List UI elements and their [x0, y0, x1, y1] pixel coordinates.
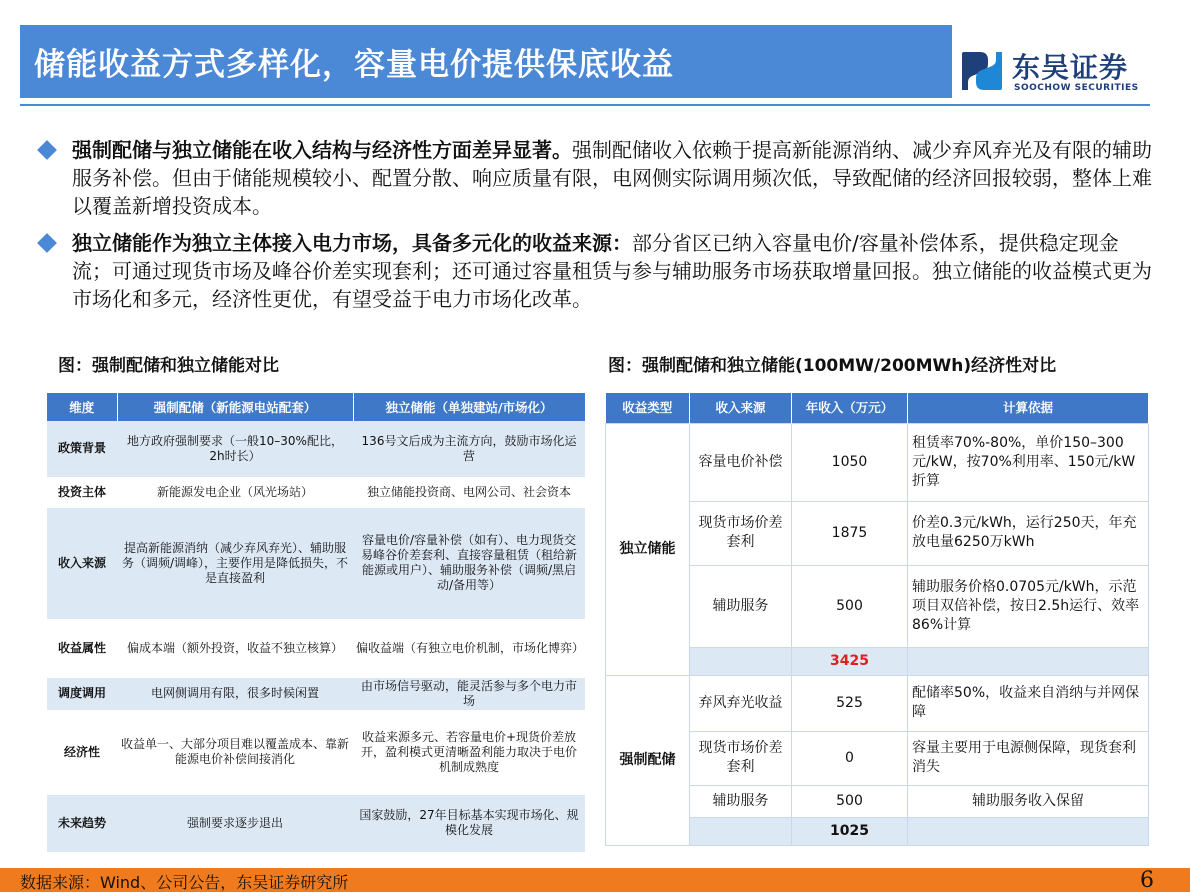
column-header: 收入来源 [690, 393, 792, 423]
table-row [47, 710, 585, 794]
group-cell: 强制配储 [606, 675, 690, 845]
dimension-cell: 经济性 [47, 710, 117, 794]
basis-cell: 辅助服务价格0.0705元/kWh，示范项目双倍补偿，按日2.5h运行、效率86%计算 [908, 565, 1149, 647]
basis-cell: 容量主要用于电源侧保障，现货套利消失 [908, 731, 1149, 785]
table-cell: 电网侧调用有限，很多时候闲置 [117, 677, 353, 710]
basis-cell: 辅助服务收入保留 [908, 785, 1149, 817]
bullet-lead: 独立储能作为独立主体接入电力市场，具备多元化的收益来源： [72, 231, 632, 255]
economics-table [605, 393, 1149, 846]
diamond-bullet-icon [37, 140, 57, 160]
empty-cell [690, 647, 792, 675]
basis-cell: 价差0.3元/kWh，运行250天，年充放电量6250万kWh [908, 501, 1149, 565]
column-header: 收益类型 [606, 393, 690, 423]
diamond-bullet-icon [37, 233, 57, 253]
income-value-cell: 1050 [792, 423, 908, 501]
table-row [606, 675, 1149, 731]
income-source-cell: 现货市场价差套利 [690, 501, 792, 565]
table-header-row [47, 393, 585, 421]
table-row [47, 794, 585, 852]
table-cell: 由市场信号驱动，能灵活参与多个电力市场 [353, 677, 585, 710]
dimension-cell: 调度调用 [47, 677, 117, 710]
table-cell: 偏成本端（额外投资，收益不独立核算） [117, 619, 353, 677]
title-bar [20, 25, 952, 98]
empty-cell [908, 817, 1149, 845]
data-source-note: 数据来源：Wind、公司公告，东吴证券研究所 [20, 873, 349, 892]
empty-cell [690, 817, 792, 845]
logo-en-text: SOOCHOW SECURITIES [1014, 83, 1139, 93]
dimension-cell: 投资主体 [47, 477, 117, 507]
column-header: 独立储能（单独建站/市场化） [353, 393, 585, 421]
bullet-text [72, 229, 1157, 313]
right-figure-caption: 图：强制配储和独立储能(100MW/200MWh)经济性对比 [608, 356, 1057, 376]
table-cell: 收益单一、大部分项目难以覆盖成本、靠新能源电价补偿间接消化 [117, 710, 353, 794]
soochow-logo-icon [958, 48, 1006, 94]
bullet-body: 强制配储收入依赖于提高新能源消纳、减少弃风弃光及有限的辅助服务补偿。但由于储能规模较小、配置分散、响应质量有限，电网侧实际调用频次低，导致配储的经济回报较弱，整体上难以覆盖新增投资成本。 [72, 138, 1152, 218]
empty-cell [908, 647, 1149, 675]
income-source-cell: 辅助服务 [690, 785, 792, 817]
column-header: 计算依据 [908, 393, 1149, 423]
table-row [47, 421, 585, 477]
table-cell: 新能源发电企业（风光场站） [117, 477, 353, 507]
table-cell: 容量电价/容量补偿（如有）、电力现货交易峰谷价差套利、直接容量租赁（租给新能源或用户）、辅助服务补偿（调频/黑启动/备用等） [353, 507, 585, 619]
column-header: 维度 [47, 393, 117, 421]
table-row [606, 423, 1149, 501]
column-header: 强制配储（新能源电站配套） [117, 393, 353, 421]
table-row [47, 507, 585, 619]
income-value-cell: 525 [792, 675, 908, 731]
page-number: 6 [1140, 868, 1154, 892]
dimension-cell: 收入来源 [47, 507, 117, 619]
income-source-cell: 辅助服务 [690, 565, 792, 647]
dimension-cell: 未来趋势 [47, 794, 117, 852]
total-value-cell: 1025 [792, 817, 908, 845]
bullet-text [72, 136, 1157, 220]
column-header: 年收入（万元） [792, 393, 908, 423]
table-cell: 国家鼓励，27年目标基本实现市场化、规模化发展 [353, 794, 585, 852]
basis-cell: 配储率50%，收益来自消纳与并网保障 [908, 675, 1149, 731]
page-title: 储能收益方式多样化，容量电价提供保底收益 [34, 47, 674, 83]
footer-bar [0, 868, 1190, 892]
table-row [47, 619, 585, 677]
income-value-cell: 0 [792, 731, 908, 785]
table-cell: 136号文后成为主流方向，鼓励市场化运营 [353, 421, 585, 477]
table-cell: 地方政府强制要求（一般10–30%配比，2h时长） [117, 421, 353, 477]
table-header-row [606, 393, 1149, 423]
dimension-cell: 政策背景 [47, 421, 117, 477]
table-cell: 强制要求逐步退出 [117, 794, 353, 852]
income-value-cell: 500 [792, 785, 908, 817]
company-logo [958, 46, 1148, 98]
income-value-cell: 1875 [792, 501, 908, 565]
title-divider [20, 104, 1150, 106]
income-value-cell: 500 [792, 565, 908, 647]
income-source-cell: 弃风弃光收益 [690, 675, 792, 731]
comparison-table [47, 393, 586, 853]
total-value-cell: 3425 [792, 647, 908, 675]
income-source-cell: 现货市场价差套利 [690, 731, 792, 785]
table-row [47, 477, 585, 507]
table-cell: 独立储能投资商、电网公司、社会资本 [353, 477, 585, 507]
income-source-cell: 容量电价补偿 [690, 423, 792, 501]
bullet-body: 部分省区已纳入容量电价/容量补偿体系，提供稳定现金流；可通过现货市场及峰谷价差实现套利；还可通过容量租赁与参与辅助服务市场获取增量回报。独立储能的收益模式更为市场化和多元，经济性更优，有望受益于电力市场化改革。 [72, 231, 1152, 311]
basis-cell: 租赁率70%-80%，单价150–300元/kW，按70%利用率、150元/kW折算 [908, 423, 1149, 501]
table-cell: 偏收益端（有独立电价机制，市场化博弈） [353, 619, 585, 677]
table-cell: 提高新能源消纳（减少弃风弃光）、辅助服务（调频/调峰），主要作用是降低损失，不是直接盈利 [117, 507, 353, 619]
left-figure-caption: 图：强制配储和独立储能对比 [58, 356, 279, 376]
table-row [47, 677, 585, 710]
table-cell: 收益来源多元、若容量电价+现货价差放开，盈利模式更清晰盈利能力取决于电价机制成熟度 [353, 710, 585, 794]
bullet-lead: 强制配储与独立储能在收入结构与经济性方面差异显著。 [72, 138, 572, 162]
logo-cn-text: 东吴证券 [1012, 51, 1129, 84]
group-cell: 独立储能 [606, 423, 690, 675]
dimension-cell: 收益属性 [47, 619, 117, 677]
